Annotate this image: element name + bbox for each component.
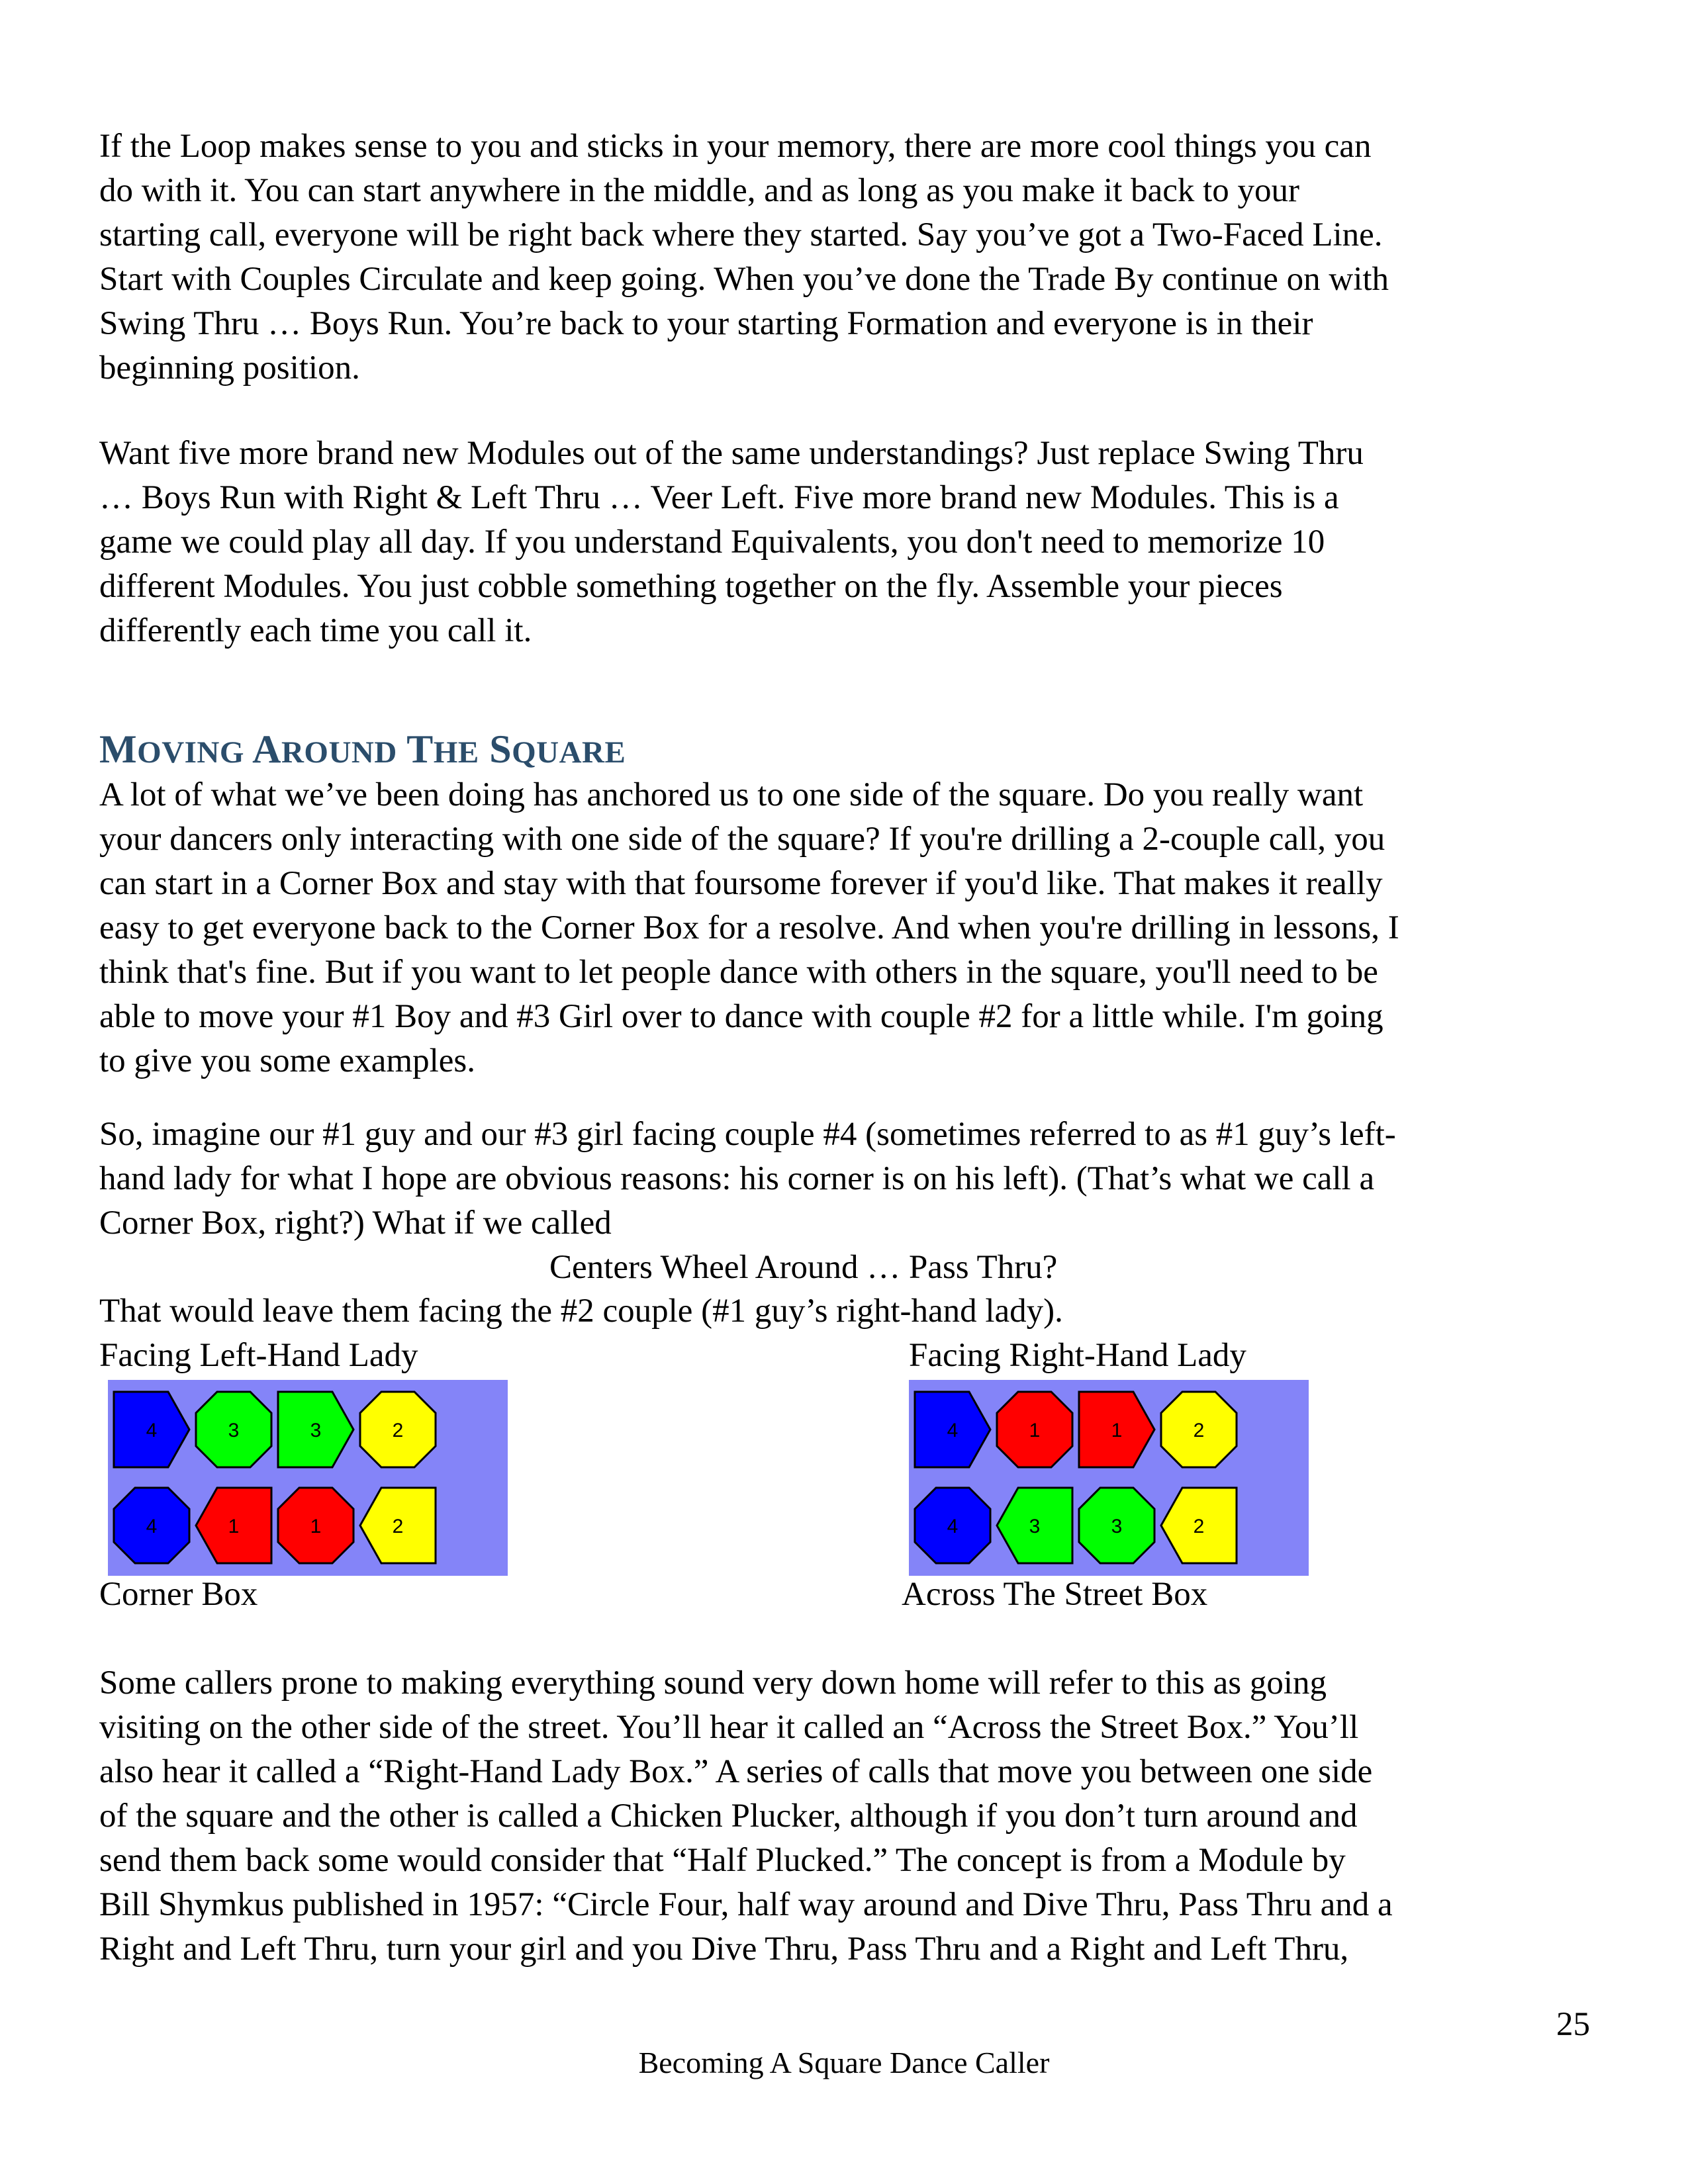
page-footer: Becoming A Square Dance Caller	[638, 2046, 1050, 2079]
dancer-3-girl	[196, 1392, 271, 1467]
dancer-number-label: 3	[228, 1420, 240, 1441]
dancer-2-girl	[360, 1392, 436, 1467]
dancer-1-boy-right	[1079, 1392, 1154, 1467]
text-line: beginning position.	[99, 349, 360, 387]
dancer-3-boy-right	[278, 1392, 353, 1467]
diagram-right-caption: Across The Street Box	[902, 1576, 1208, 1613]
dancer-number-label: 2	[1193, 1420, 1205, 1441]
dancer-number-label: 4	[947, 1420, 959, 1441]
dancer-4-girl	[915, 1488, 990, 1563]
dancer-1-girl	[997, 1392, 1072, 1467]
across-the-street-box-diagram	[909, 1380, 1309, 1576]
dancer-number-label: 3	[310, 1420, 322, 1441]
text-line: Want five more brand new Modules out of the same understandings? Just replace Swing Thru	[99, 435, 1364, 472]
dancer-diagram-svg	[108, 1380, 508, 1576]
dancer-4-boy-right	[114, 1392, 189, 1467]
diagram-right-title: Facing Right-Hand Lady	[909, 1337, 1246, 1374]
dancer-1-boy-left	[196, 1488, 271, 1563]
text-line: easy to get everyone back to the Corner Box for a resolve. And when you're drilling in lessons, I	[99, 909, 1399, 946]
text-line: Corner Box, right?) What if we called	[99, 1205, 612, 1242]
dancer-3-boy-left	[997, 1488, 1072, 1563]
diagram-left-caption: Corner Box	[99, 1576, 258, 1613]
paragraph-chicken-plucker	[99, 1661, 1602, 1972]
page-number: 25	[1556, 2006, 1590, 2043]
text-line: to give you some examples.	[99, 1042, 475, 1079]
dancer-2-boy-left	[1161, 1488, 1237, 1563]
text-line: also hear it called a “Right-Hand Lady Box.” A series of calls that move you between one side	[99, 1753, 1373, 1790]
text-line: of the square and the other is called a Chicken Plucker, although if you don’t turn around and	[99, 1797, 1358, 1835]
paragraph-loop-intro	[99, 124, 1602, 390]
dancer-number-label: 2	[392, 1420, 404, 1441]
after-call-text: That would leave them facing the #2 couple (#1 guy’s right-hand lady).	[99, 1293, 1063, 1330]
paragraph-moving-around	[99, 773, 1602, 1083]
dancer-number-label: 1	[228, 1516, 240, 1537]
text-line: Swing Thru … Boys Run. You’re back to your starting Formation and everyone is in their	[99, 305, 1313, 342]
paragraph-modules	[99, 432, 1602, 653]
text-line: your dancers only interacting with one side of the square? If you're drilling a 2-couple call, you	[99, 821, 1385, 858]
corner-box-diagram	[108, 1380, 508, 1576]
text-line: differently each time you call it.	[99, 612, 532, 649]
text-line: game we could play all day. If you understand Equivalents, you don't need to memorize 10	[99, 523, 1325, 561]
text-line: can start in a Corner Box and stay with that foursome forever if you'd like. That makes it really	[99, 865, 1383, 902]
dancer-number-label: 1	[1029, 1420, 1041, 1441]
diagram-left-title: Facing Left-Hand Lady	[99, 1337, 418, 1374]
dancer-4-girl	[114, 1488, 189, 1563]
dancer-number-label: 2	[1193, 1516, 1205, 1537]
dancer-3-girl	[1079, 1488, 1154, 1563]
text-line: think that's fine. But if you want to let people dance with others in the square, you'll need to be	[99, 954, 1378, 991]
text-line: different Modules. You just cobble something together on the fly. Assemble your pieces	[99, 568, 1283, 605]
text-line: … Boys Run with Right & Left Thru … Veer Left. Five more brand new Modules. This is a	[99, 479, 1339, 516]
dancer-number-label: 4	[947, 1516, 959, 1537]
text-line: Right and Left Thru, turn your girl and you Dive Thru, Pass Thru and a Right and Left Thru,	[99, 1931, 1349, 1968]
dancer-diagram-svg	[909, 1380, 1309, 1576]
paragraph-imagine	[99, 1113, 1602, 1246]
text-line: send them back some would consider that “Half Plucked.” The concept is from a Module by	[99, 1842, 1346, 1879]
dancer-2-boy-left	[360, 1488, 436, 1563]
dancer-number-label: 2	[392, 1516, 404, 1537]
text-line: do with it. You can start anywhere in the middle, and as long as you make it back to your	[99, 172, 1299, 209]
text-line: So, imagine our #1 guy and our #3 girl facing couple #4 (sometimes referred to as #1 guy’s left-	[99, 1116, 1396, 1153]
dancer-number-label: 3	[1111, 1516, 1123, 1537]
dancer-number-label: 3	[1029, 1516, 1041, 1537]
text-line: A lot of what we’ve been doing has anchored us to one side of the square. Do you really want	[99, 776, 1364, 813]
text-line: hand lady for what I hope are obvious reasons: his corner is on his left). (That’s what we call a	[99, 1160, 1375, 1197]
text-line: Bill Shymkus published in 1957: “Circle Four, half way around and Dive Thru, Pass Thru and a	[99, 1886, 1393, 1923]
text-line: starting call, everyone will be right back where they started. Say you’ve got a Two-Faced Line.	[99, 216, 1383, 253]
text-line: Start with Couples Circulate and keep going. When you’ve done the Trade By continue on with	[99, 261, 1389, 298]
dancer-number-label: 4	[146, 1516, 158, 1537]
centered-call: Centers Wheel Around … Pass Thru?	[549, 1249, 1058, 1286]
text-line: If the Loop makes sense to you and sticks in your memory, there are more cool things you can	[99, 128, 1372, 165]
dancer-4-boy-right	[915, 1392, 990, 1467]
dancer-number-label: 1	[310, 1516, 322, 1537]
dancer-number-label: 4	[146, 1420, 158, 1441]
text-line: able to move your #1 Boy and #3 Girl over to dance with couple #2 for a little while. I'm going	[99, 998, 1383, 1035]
section-heading: MOVING AROUND THE SQUARE	[99, 727, 626, 771]
dancer-number-label: 1	[1111, 1420, 1123, 1441]
text-line: visiting on the other side of the street. You’ll hear it called an “Across the Street Box.” You’ll	[99, 1709, 1359, 1746]
dancer-2-girl	[1161, 1392, 1237, 1467]
text-line: Some callers prone to making everything sound very down home will refer to this as going	[99, 1664, 1327, 1702]
dancer-1-girl	[278, 1488, 353, 1563]
